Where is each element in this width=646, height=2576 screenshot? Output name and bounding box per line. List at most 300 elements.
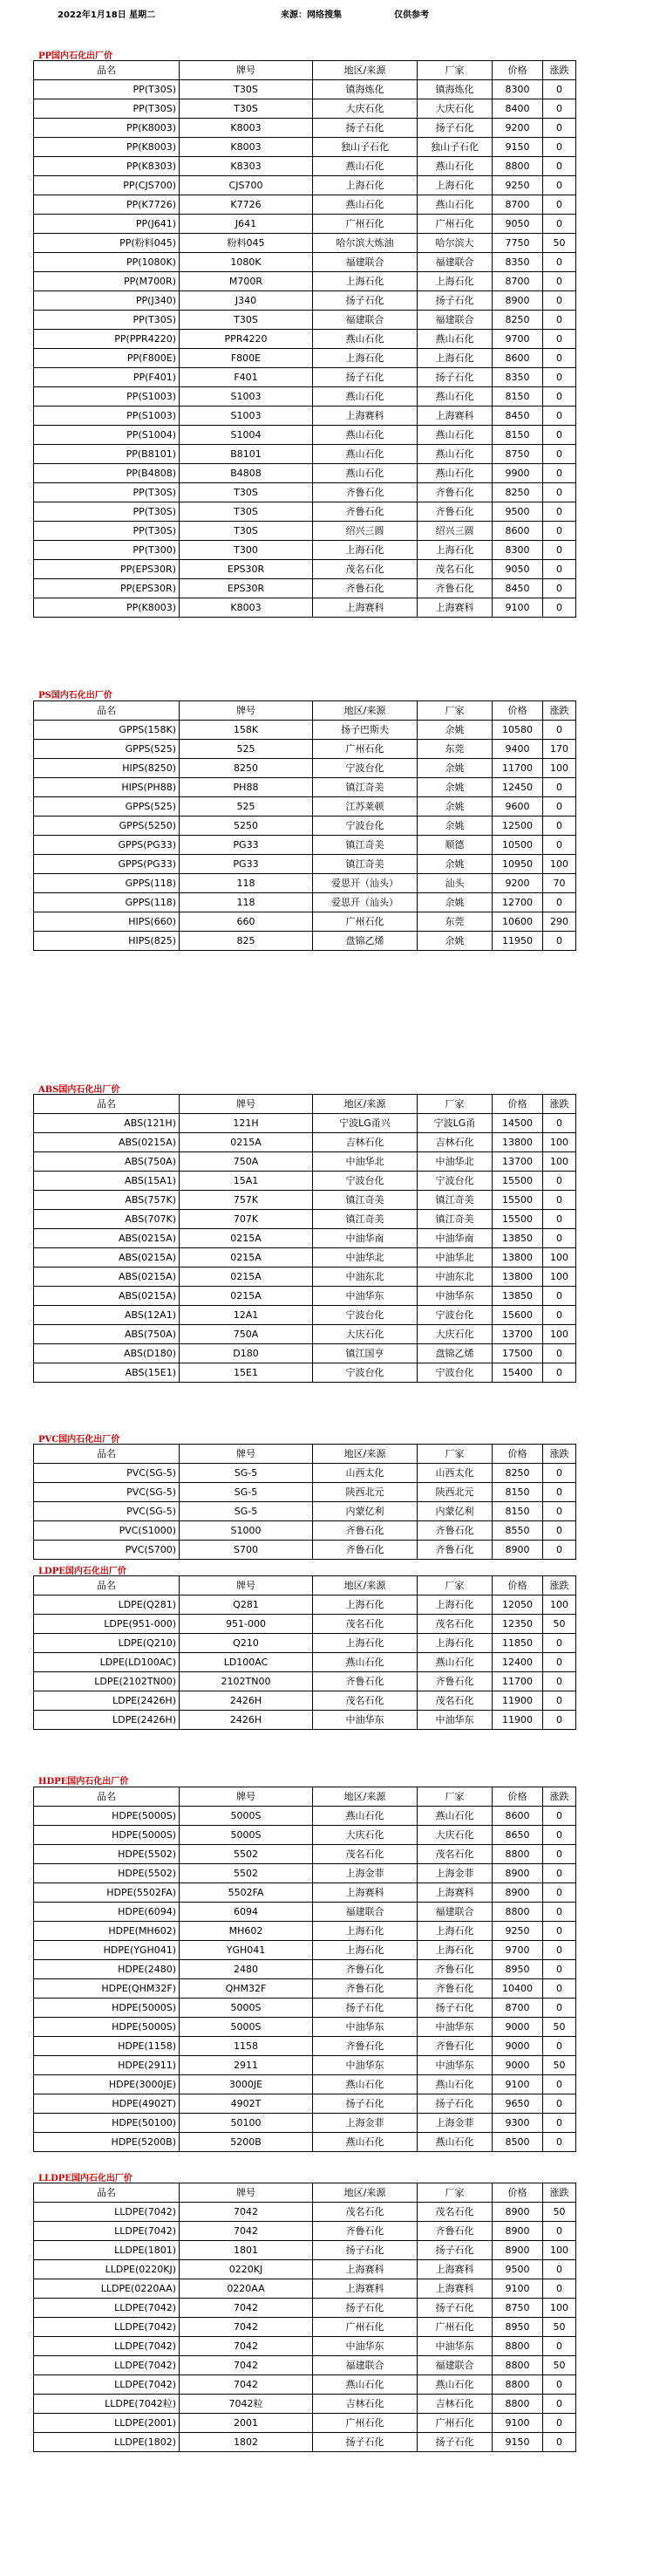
table-row [34, 2318, 576, 2337]
table-cell: 0 [543, 1807, 576, 1826]
table-cell: 茂名石化 [418, 1845, 493, 1864]
table-cell: HDPE(5502FA) [34, 1883, 180, 1903]
table-cell: 525 [180, 797, 313, 817]
table-cell: 扬子石化 [313, 368, 418, 387]
table-cell: 9100 [493, 2279, 543, 2299]
table-row [34, 1711, 576, 1730]
table-cell: 15400 [493, 1363, 543, 1383]
table-cell: 0 [543, 2037, 576, 2056]
table-cell: 燕山石化 [418, 387, 493, 407]
table-cell: EPS30R [180, 560, 313, 579]
table-cell: 8950 [493, 1960, 543, 1979]
table-cell: 镇江奇美 [313, 1191, 418, 1210]
table-cell: 8300 [493, 80, 543, 99]
table-cell: 江苏莱顿 [313, 797, 418, 817]
table-cell: PP(S1004) [34, 426, 180, 445]
table-cell: 1158 [180, 2037, 313, 2056]
table-cell: 中油东北 [313, 1268, 418, 1287]
table-cell: K8003 [180, 598, 313, 618]
table-cell: LLDPE(7042) [34, 2337, 180, 2356]
table-cell: 1080K [180, 253, 313, 272]
table-cell: 福建联合 [313, 1903, 418, 1922]
table-cell: 中油华东 [418, 2056, 493, 2075]
table-row [34, 1541, 576, 1560]
table-cell: 100 [543, 1595, 576, 1615]
table-row [34, 1152, 576, 1172]
table-cell: 上海赛科 [418, 2279, 493, 2299]
table-cell: 8900 [493, 1883, 543, 1903]
table-cell: 0 [543, 80, 576, 99]
table-row [34, 2056, 576, 2075]
table-cell: PH88 [180, 778, 313, 797]
table-row [34, 2395, 576, 2414]
header-note: 仅供参考 [394, 10, 429, 20]
column-header: 涨跌 [543, 1576, 576, 1595]
table-cell: 0 [543, 1845, 576, 1864]
table-cell: 盘锦乙烯 [418, 1344, 493, 1363]
table-cell: PP(EPS30R) [34, 579, 180, 598]
header-source: 来源：网络搜集 [281, 10, 342, 20]
table-cell: ABS(750A) [34, 1152, 180, 1172]
table-cell: 0 [543, 2260, 576, 2279]
table-cell: LLDPE(7042) [34, 2375, 180, 2395]
table-cell: 50 [543, 234, 576, 253]
table-cell: 0 [543, 483, 576, 502]
table-cell: 50 [543, 1615, 576, 1634]
table-cell: CJS700 [180, 176, 313, 195]
table-cell: 上海赛科 [313, 2260, 418, 2279]
table-row [34, 1133, 576, 1152]
table-cell: PVC(SG-5) [34, 1502, 180, 1521]
column-header: 厂家 [418, 61, 493, 80]
column-header: 地区/来源 [313, 2183, 418, 2203]
table-cell: 镇江奇美 [418, 1191, 493, 1210]
table-cell: 11950 [493, 932, 543, 951]
table-cell: 中油华南 [418, 1229, 493, 1248]
table-cell: PPR4220 [180, 330, 313, 349]
table-cell: 17500 [493, 1344, 543, 1363]
table-row [34, 2222, 576, 2241]
table-cell: 0 [543, 291, 576, 311]
table-cell: 50 [543, 2318, 576, 2337]
table-cell: 7042粒 [180, 2395, 313, 2414]
table-cell: 0 [543, 195, 576, 215]
table-cell: 0 [543, 2337, 576, 2356]
column-header: 牌号 [180, 1445, 313, 1464]
table-cell: 粉料045 [180, 234, 313, 253]
table-row [34, 1691, 576, 1711]
table-cell: 宁波台化 [313, 1306, 418, 1325]
table-cell: 上海石化 [418, 349, 493, 368]
table-cell: T300 [180, 541, 313, 560]
table-cell: 哈尔滨大炼油 [313, 234, 418, 253]
table-cell: 镇江奇美 [313, 836, 418, 855]
column-header: 牌号 [180, 1787, 313, 1807]
table-cell: 100 [543, 1133, 576, 1152]
table-cell: 11700 [493, 759, 543, 778]
table-cell: 扬子石化 [313, 2433, 418, 2452]
table-cell: 扬子石化 [313, 1999, 418, 2018]
table-cell: 8750 [493, 445, 543, 464]
table-cell: 8250 [180, 759, 313, 778]
table-row [34, 1210, 576, 1229]
table-cell: 750A [180, 1152, 313, 1172]
table-cell: 0 [543, 560, 576, 579]
table-header-row [34, 2183, 576, 2203]
table-cell: 0 [543, 778, 576, 797]
table-row [34, 215, 576, 234]
table-cell: 12050 [493, 1595, 543, 1615]
table-cell: 余姚 [418, 893, 493, 912]
table-cell: 宁波LG甬兴 [313, 1114, 418, 1133]
column-header: 涨跌 [543, 701, 576, 721]
table-cell: 0215A [180, 1268, 313, 1287]
table-cell: HDPE(5502) [34, 1845, 180, 1864]
column-header: 品名 [34, 1787, 180, 1807]
table-cell: 上海石化 [418, 176, 493, 195]
table-cell: PP(T30S) [34, 522, 180, 541]
table-cell: 8800 [493, 1903, 543, 1922]
table-cell: 12700 [493, 893, 543, 912]
table-cell: 山西太化 [313, 1464, 418, 1483]
table-cell: LLDPE(1801) [34, 2241, 180, 2260]
table-row [34, 464, 576, 483]
table-cell: 上海石化 [313, 1634, 418, 1653]
table-cell: 8900 [493, 2241, 543, 2260]
table-cell: 福建联合 [313, 2356, 418, 2375]
table-cell: 0 [543, 598, 576, 618]
table-cell: 上海石化 [313, 272, 418, 291]
table-cell: 0 [543, 1502, 576, 1521]
table-cell: 中油华北 [418, 1152, 493, 1172]
table-cell: 9900 [493, 464, 543, 483]
table-cell: 2001 [180, 2414, 313, 2433]
table-cell: S1003 [180, 407, 313, 426]
table-cell: 70 [543, 874, 576, 893]
table-cell: 爱思开（汕头） [313, 893, 418, 912]
table-cell: T30S [180, 311, 313, 330]
table-cell: D180 [180, 1344, 313, 1363]
table-cell: 宁波台化 [418, 1172, 493, 1191]
table-cell: 15A1 [180, 1172, 313, 1191]
header-date: 2022年1月18日 星期二 [58, 10, 156, 20]
table-cell: 上海赛科 [313, 598, 418, 618]
table-cell: 4902T [180, 2094, 313, 2114]
table-cell: 7042 [180, 2222, 313, 2241]
table-cell: 广州石化 [418, 2318, 493, 2337]
table-cell: 290 [543, 912, 576, 932]
price-table-pp [33, 60, 576, 618]
table-row [34, 541, 576, 560]
table-cell: 齐鲁石化 [313, 2037, 418, 2056]
table-cell: 50 [543, 2203, 576, 2222]
table-cell: M700R [180, 272, 313, 291]
table-cell: 镇海炼化 [313, 80, 418, 99]
table-cell: LDPE(LD100AC) [34, 1653, 180, 1672]
table-cell: ABS(15E1) [34, 1363, 180, 1383]
table-row [34, 1287, 576, 1306]
table-cell: 5250 [180, 817, 313, 836]
table-cell: 13850 [493, 1287, 543, 1306]
table-cell: 707K [180, 1210, 313, 1229]
table-cell: 齐鲁石化 [313, 579, 418, 598]
table-row [34, 1363, 576, 1383]
table-cell: 3000JE [180, 2075, 313, 2094]
table-cell: HDPE(1158) [34, 2037, 180, 2056]
column-header: 地区/来源 [313, 701, 418, 721]
table-cell: 大庆石化 [418, 99, 493, 119]
table-cell: 12350 [493, 1615, 543, 1634]
table-row [34, 2018, 576, 2037]
table-row [34, 157, 576, 176]
table-cell: 8150 [493, 387, 543, 407]
table-cell: 9100 [493, 598, 543, 618]
table-cell: 0 [543, 1210, 576, 1229]
column-header: 品名 [34, 1576, 180, 1595]
table-cell: GPPS(525) [34, 797, 180, 817]
table-cell: 镇江国亨 [313, 1344, 418, 1363]
table-cell: HDPE(4902T) [34, 2094, 180, 2114]
table-cell: 大庆石化 [313, 99, 418, 119]
table-cell: 上海石化 [418, 1941, 493, 1960]
table-cell: 15500 [493, 1210, 543, 1229]
table-row [34, 778, 576, 797]
table-cell: PVC(S700) [34, 1541, 180, 1560]
price-table-ps [33, 700, 576, 951]
table-cell: 上海石化 [313, 349, 418, 368]
table-cell: 茂名石化 [418, 1615, 493, 1634]
table-row [34, 1114, 576, 1133]
table-cell: 0215A [180, 1287, 313, 1306]
table-cell: PP(EPS30R) [34, 560, 180, 579]
table-cell: 100 [543, 855, 576, 874]
table-cell: 9250 [493, 1922, 543, 1941]
section-title-ps: PS国内石化出厂价 [38, 691, 112, 700]
table-cell: 12450 [493, 778, 543, 797]
table-cell: 8800 [493, 2375, 543, 2395]
table-row [34, 1922, 576, 1941]
table-row [34, 932, 576, 951]
table-cell: 50 [543, 2356, 576, 2375]
table-cell: 燕山石化 [418, 445, 493, 464]
table-cell: 9250 [493, 176, 543, 195]
table-cell: 9500 [493, 502, 543, 522]
table-cell: 0 [543, 797, 576, 817]
table-cell: 0 [543, 2114, 576, 2133]
table-cell: ABS(707K) [34, 1210, 180, 1229]
table-cell: MH602 [180, 1922, 313, 1941]
table-cell: PP(T30S) [34, 311, 180, 330]
table-cell: PP(K8003) [34, 138, 180, 157]
column-header: 地区/来源 [313, 1576, 418, 1595]
price-table-ldpe [33, 1575, 576, 1730]
table-cell: 9050 [493, 215, 543, 234]
table-cell: PP(S1003) [34, 387, 180, 407]
table-cell: 0215A [180, 1248, 313, 1268]
table-row [34, 1172, 576, 1191]
table-cell: 5000S [180, 1826, 313, 1845]
table-cell: 0 [543, 2433, 576, 2452]
table-cell: F800E [180, 349, 313, 368]
table-cell: 扬子石化 [313, 119, 418, 138]
table-cell: 燕山石化 [418, 464, 493, 483]
table-row [34, 874, 576, 893]
table-cell: Q210 [180, 1634, 313, 1653]
table-cell: 158K [180, 721, 313, 740]
table-cell: 12500 [493, 817, 543, 836]
table-row [34, 1325, 576, 1344]
table-cell: 齐鲁石化 [313, 483, 418, 502]
table-cell: HDPE(5200B) [34, 2133, 180, 2152]
table-cell: PVC(SG-5) [34, 1483, 180, 1502]
table-cell: 余姚 [418, 759, 493, 778]
table-cell: 燕山石化 [313, 426, 418, 445]
table-cell: 扬子石化 [418, 2433, 493, 2452]
table-cell: 燕山石化 [313, 1653, 418, 1672]
table-cell: 燕山石化 [313, 445, 418, 464]
table-cell: HDPE(5000S) [34, 1826, 180, 1845]
table-cell: 7042 [180, 2299, 313, 2318]
table-cell: 福建联合 [313, 311, 418, 330]
table-cell: 东莞 [418, 740, 493, 759]
table-cell: 2426H [180, 1711, 313, 1730]
table-cell: 吉林石化 [418, 2395, 493, 2414]
table-cell: 大庆石化 [313, 1325, 418, 1344]
table-cell: 中油华东 [418, 2337, 493, 2356]
section-title-pvc: PVC国内石化出厂价 [38, 1435, 120, 1445]
table-cell: 13850 [493, 1229, 543, 1248]
table-row [34, 138, 576, 157]
table-cell: 750A [180, 1325, 313, 1344]
table-cell: 9000 [493, 2056, 543, 2075]
table-cell: J340 [180, 291, 313, 311]
table-cell: 0 [543, 1653, 576, 1672]
column-header: 牌号 [180, 2183, 313, 2203]
table-row [34, 349, 576, 368]
table-cell: QHM32F [180, 1979, 313, 1999]
table-cell: 齐鲁石化 [313, 1960, 418, 1979]
table-cell: 0 [543, 1191, 576, 1210]
table-cell: 上海赛科 [418, 1883, 493, 1903]
table-cell: 11900 [493, 1691, 543, 1711]
table-cell: 951-000 [180, 1615, 313, 1634]
table-cell: HDPE(3000JE) [34, 2075, 180, 2094]
table-row [34, 2375, 576, 2395]
table-row [34, 2356, 576, 2375]
table-cell: 6094 [180, 1903, 313, 1922]
table-row [34, 1634, 576, 1653]
table-cell: 7042 [180, 2356, 313, 2375]
table-cell: 中油华北 [313, 1248, 418, 1268]
table-cell: PP(1080K) [34, 253, 180, 272]
table-cell: 福建联合 [418, 253, 493, 272]
table-cell: 15500 [493, 1191, 543, 1210]
table-row [34, 759, 576, 778]
table-cell: 11850 [493, 1634, 543, 1653]
table-cell: 0 [543, 1941, 576, 1960]
table-cell: 中油华东 [418, 1287, 493, 1306]
table-cell: 燕山石化 [418, 2375, 493, 2395]
table-cell: 0 [543, 1483, 576, 1502]
table-cell: 燕山石化 [313, 2075, 418, 2094]
table-cell: PP(T30S) [34, 99, 180, 119]
table-cell: 8900 [493, 291, 543, 311]
table-row [34, 1653, 576, 1672]
table-cell: LLDPE(2001) [34, 2414, 180, 2433]
table-cell: PG33 [180, 855, 313, 874]
table-cell: 燕山石化 [418, 2075, 493, 2094]
table-cell: 齐鲁石化 [313, 502, 418, 522]
table-cell: 燕山石化 [418, 330, 493, 349]
table-cell: 上海赛科 [418, 598, 493, 618]
table-row [34, 2299, 576, 2318]
table-cell: 0220AA [180, 2279, 313, 2299]
table-cell: 100 [543, 759, 576, 778]
table-cell: 独山子石化 [418, 138, 493, 157]
table-cell: 吉林石化 [418, 1133, 493, 1152]
table-cell: 2911 [180, 2056, 313, 2075]
table-cell: HDPE(YGH041) [34, 1941, 180, 1960]
table-row [34, 1903, 576, 1922]
table-cell: 上海赛科 [313, 2279, 418, 2299]
column-header: 价格 [493, 1576, 543, 1595]
table-cell: 2426H [180, 1691, 313, 1711]
column-header: 价格 [493, 1095, 543, 1114]
table-cell: 绍兴三圆 [418, 522, 493, 541]
table-cell: PP(F800E) [34, 349, 180, 368]
table-cell: HDPE(2480) [34, 1960, 180, 1979]
table-cell: 0 [543, 1634, 576, 1653]
table-cell: 齐鲁石化 [418, 579, 493, 598]
table-cell: 扬子石化 [418, 291, 493, 311]
column-header: 品名 [34, 1095, 180, 1114]
table-cell: 8150 [493, 1502, 543, 1521]
table-cell: ABS(757K) [34, 1191, 180, 1210]
table-row [34, 311, 576, 330]
table-cell: S1003 [180, 387, 313, 407]
table-cell: HDPE(QHM32F) [34, 1979, 180, 1999]
table-row [34, 234, 576, 253]
table-row [34, 368, 576, 387]
table-cell: ABS(12A1) [34, 1306, 180, 1325]
table-cell: 茂名石化 [418, 560, 493, 579]
table-cell: 扬子石化 [418, 368, 493, 387]
table-cell: T30S [180, 502, 313, 522]
table-cell: 大庆石化 [418, 1325, 493, 1344]
table-cell: 0 [543, 2414, 576, 2433]
table-row [34, 2414, 576, 2433]
table-cell: LLDPE(7042) [34, 2356, 180, 2375]
table-cell: 0 [543, 138, 576, 157]
table-cell: 广州石化 [313, 740, 418, 759]
table-cell: 上海石化 [418, 1595, 493, 1615]
table-cell: 5502FA [180, 1883, 313, 1903]
table-cell: 宁波台化 [313, 1363, 418, 1383]
table-cell: 燕山石化 [313, 464, 418, 483]
table-cell: 扬子石化 [313, 2094, 418, 2114]
table-cell: 8450 [493, 579, 543, 598]
table-cell: 上海石化 [418, 541, 493, 560]
table-row [34, 1999, 576, 2018]
table-cell: LLDPE(0220KJ) [34, 2260, 180, 2279]
table-cell: GPPS(158K) [34, 721, 180, 740]
table-cell: 0 [543, 1903, 576, 1922]
table-cell: 1801 [180, 2241, 313, 2260]
table-cell: LLDPE(7042) [34, 2299, 180, 2318]
table-cell: PP(K7726) [34, 195, 180, 215]
table-cell: 燕山石化 [313, 2133, 418, 2152]
table-cell: 上海石化 [313, 1922, 418, 1941]
